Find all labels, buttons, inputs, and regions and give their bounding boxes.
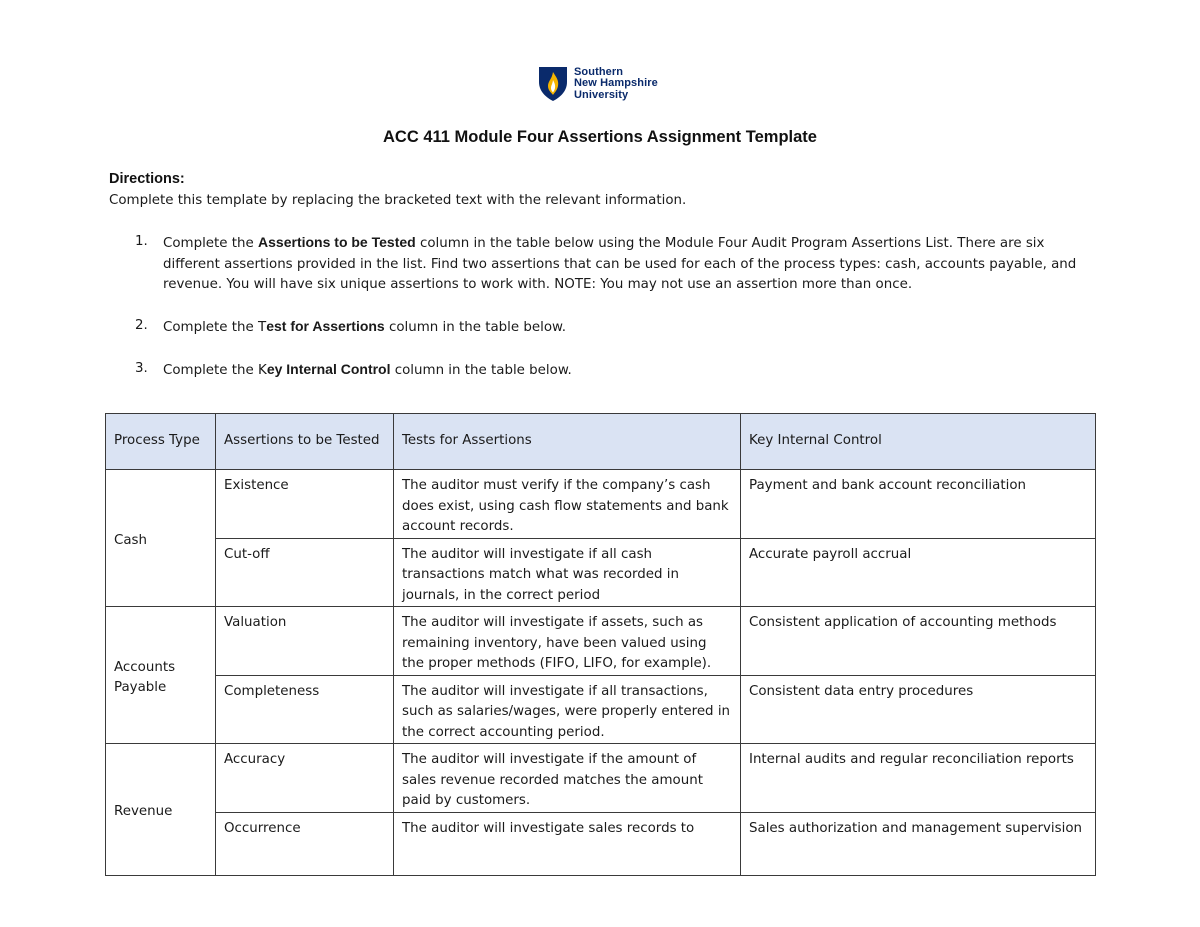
assertion-cell[interactable]: Occurrence	[216, 812, 394, 875]
step-text	[163, 316, 1085, 339]
logo-line-1: Southern	[574, 65, 624, 78]
assertion-cell[interactable]: Completeness	[216, 675, 394, 744]
test-cell[interactable]: The auditor must verify if the company’s cash does exist, using cash flow statements and bank account records.	[394, 470, 741, 539]
shield-flame-icon	[538, 66, 568, 102]
test-cell[interactable]: The auditor will investigate if all cash transactions match what was recorded in journals, in the correct period	[394, 538, 741, 607]
table-row	[106, 538, 1096, 607]
header-process-type: Process Type	[106, 414, 216, 470]
logo-line-2: New Hampshire	[574, 77, 658, 90]
assertions-table	[105, 413, 1096, 876]
control-cell[interactable]: Sales authorization and management supervision	[741, 812, 1096, 875]
step-item	[135, 232, 1085, 296]
assertion-cell[interactable]: Existence	[216, 470, 394, 539]
step-number: 2.	[135, 318, 148, 333]
control-cell[interactable]: Consistent application of accounting methods	[741, 607, 1096, 676]
step-text-bold: Assertions to be Tested	[258, 234, 416, 250]
table-row	[106, 607, 1096, 676]
steps-list	[135, 232, 1085, 402]
control-cell[interactable]: Internal audits and regular reconciliation reports	[741, 744, 1096, 813]
test-cell[interactable]: The auditor will investigate if the amount of sales revenue recorded matches the amount paid by customers.	[394, 744, 741, 813]
step-text	[163, 359, 1085, 382]
test-cell[interactable]: The auditor will investigate if all transactions, such as salaries/wages, were properly entered in the correct accounting period.	[394, 675, 741, 744]
university-logo	[538, 65, 658, 103]
table-row	[106, 470, 1096, 539]
logo-line-3: University	[574, 88, 629, 101]
logo-wordmark	[574, 67, 658, 102]
control-cell[interactable]: Accurate payroll accrual	[741, 538, 1096, 607]
control-cell[interactable]: Payment and bank account reconciliation	[741, 470, 1096, 539]
header-assertions: Assertions to be Tested	[216, 414, 394, 470]
header-key-control: Key Internal Control	[741, 414, 1096, 470]
step-text-bold: est for Assertions	[266, 318, 385, 334]
process-type-cell[interactable]: Revenue	[106, 744, 216, 876]
step-text-after: column in the table below using the Module Four Audit Program Assertions List. There are six different assertions provided in the list. Find two assertions that can be used for each of the process types: cash, accounts payable, and revenue. You will have six unique assertions to work with. NOTE: You may not use an assertion more than once.	[163, 236, 1077, 292]
step-text-after: column in the table below.	[384, 320, 567, 335]
step-text-bold: ey Internal Control	[266, 361, 391, 377]
directions-heading: Directions:	[109, 171, 185, 187]
step-number: 3.	[135, 361, 148, 376]
assertion-cell[interactable]: Accuracy	[216, 744, 394, 813]
table-row	[106, 675, 1096, 744]
step-text	[163, 232, 1085, 296]
page-title: ACC 411 Module Four Assertions Assignment Template	[383, 128, 817, 146]
header-tests: Tests for Assertions	[394, 414, 741, 470]
test-cell[interactable]: The auditor will investigate sales records to	[394, 812, 741, 875]
step-text-before: Complete the K	[163, 363, 267, 378]
test-cell[interactable]: The auditor will investigate if assets, such as remaining inventory, have been valued using the proper methods (FIFO, LIFO, for example).	[394, 607, 741, 676]
step-number: 1.	[135, 234, 148, 249]
step-text-after: column in the table below.	[390, 363, 572, 378]
step-text-before: Complete the	[163, 236, 259, 251]
process-type-cell[interactable]: Accounts Payable	[106, 607, 216, 744]
control-cell[interactable]: Consistent data entry procedures	[741, 675, 1096, 744]
process-type-cell[interactable]: Cash	[106, 470, 216, 607]
step-item	[135, 359, 1085, 382]
table-row	[106, 744, 1096, 813]
assertions-table-wrapper	[105, 413, 1095, 836]
directions-text: Complete this template by replacing the bracketed text with the relevant information.	[109, 193, 687, 208]
assertion-cell[interactable]: Valuation	[216, 607, 394, 676]
step-item	[135, 316, 1085, 339]
table-row	[106, 812, 1096, 875]
table-header-row	[106, 414, 1096, 470]
assertion-cell[interactable]: Cut-off	[216, 538, 394, 607]
step-text-before: Complete the T	[163, 320, 267, 335]
